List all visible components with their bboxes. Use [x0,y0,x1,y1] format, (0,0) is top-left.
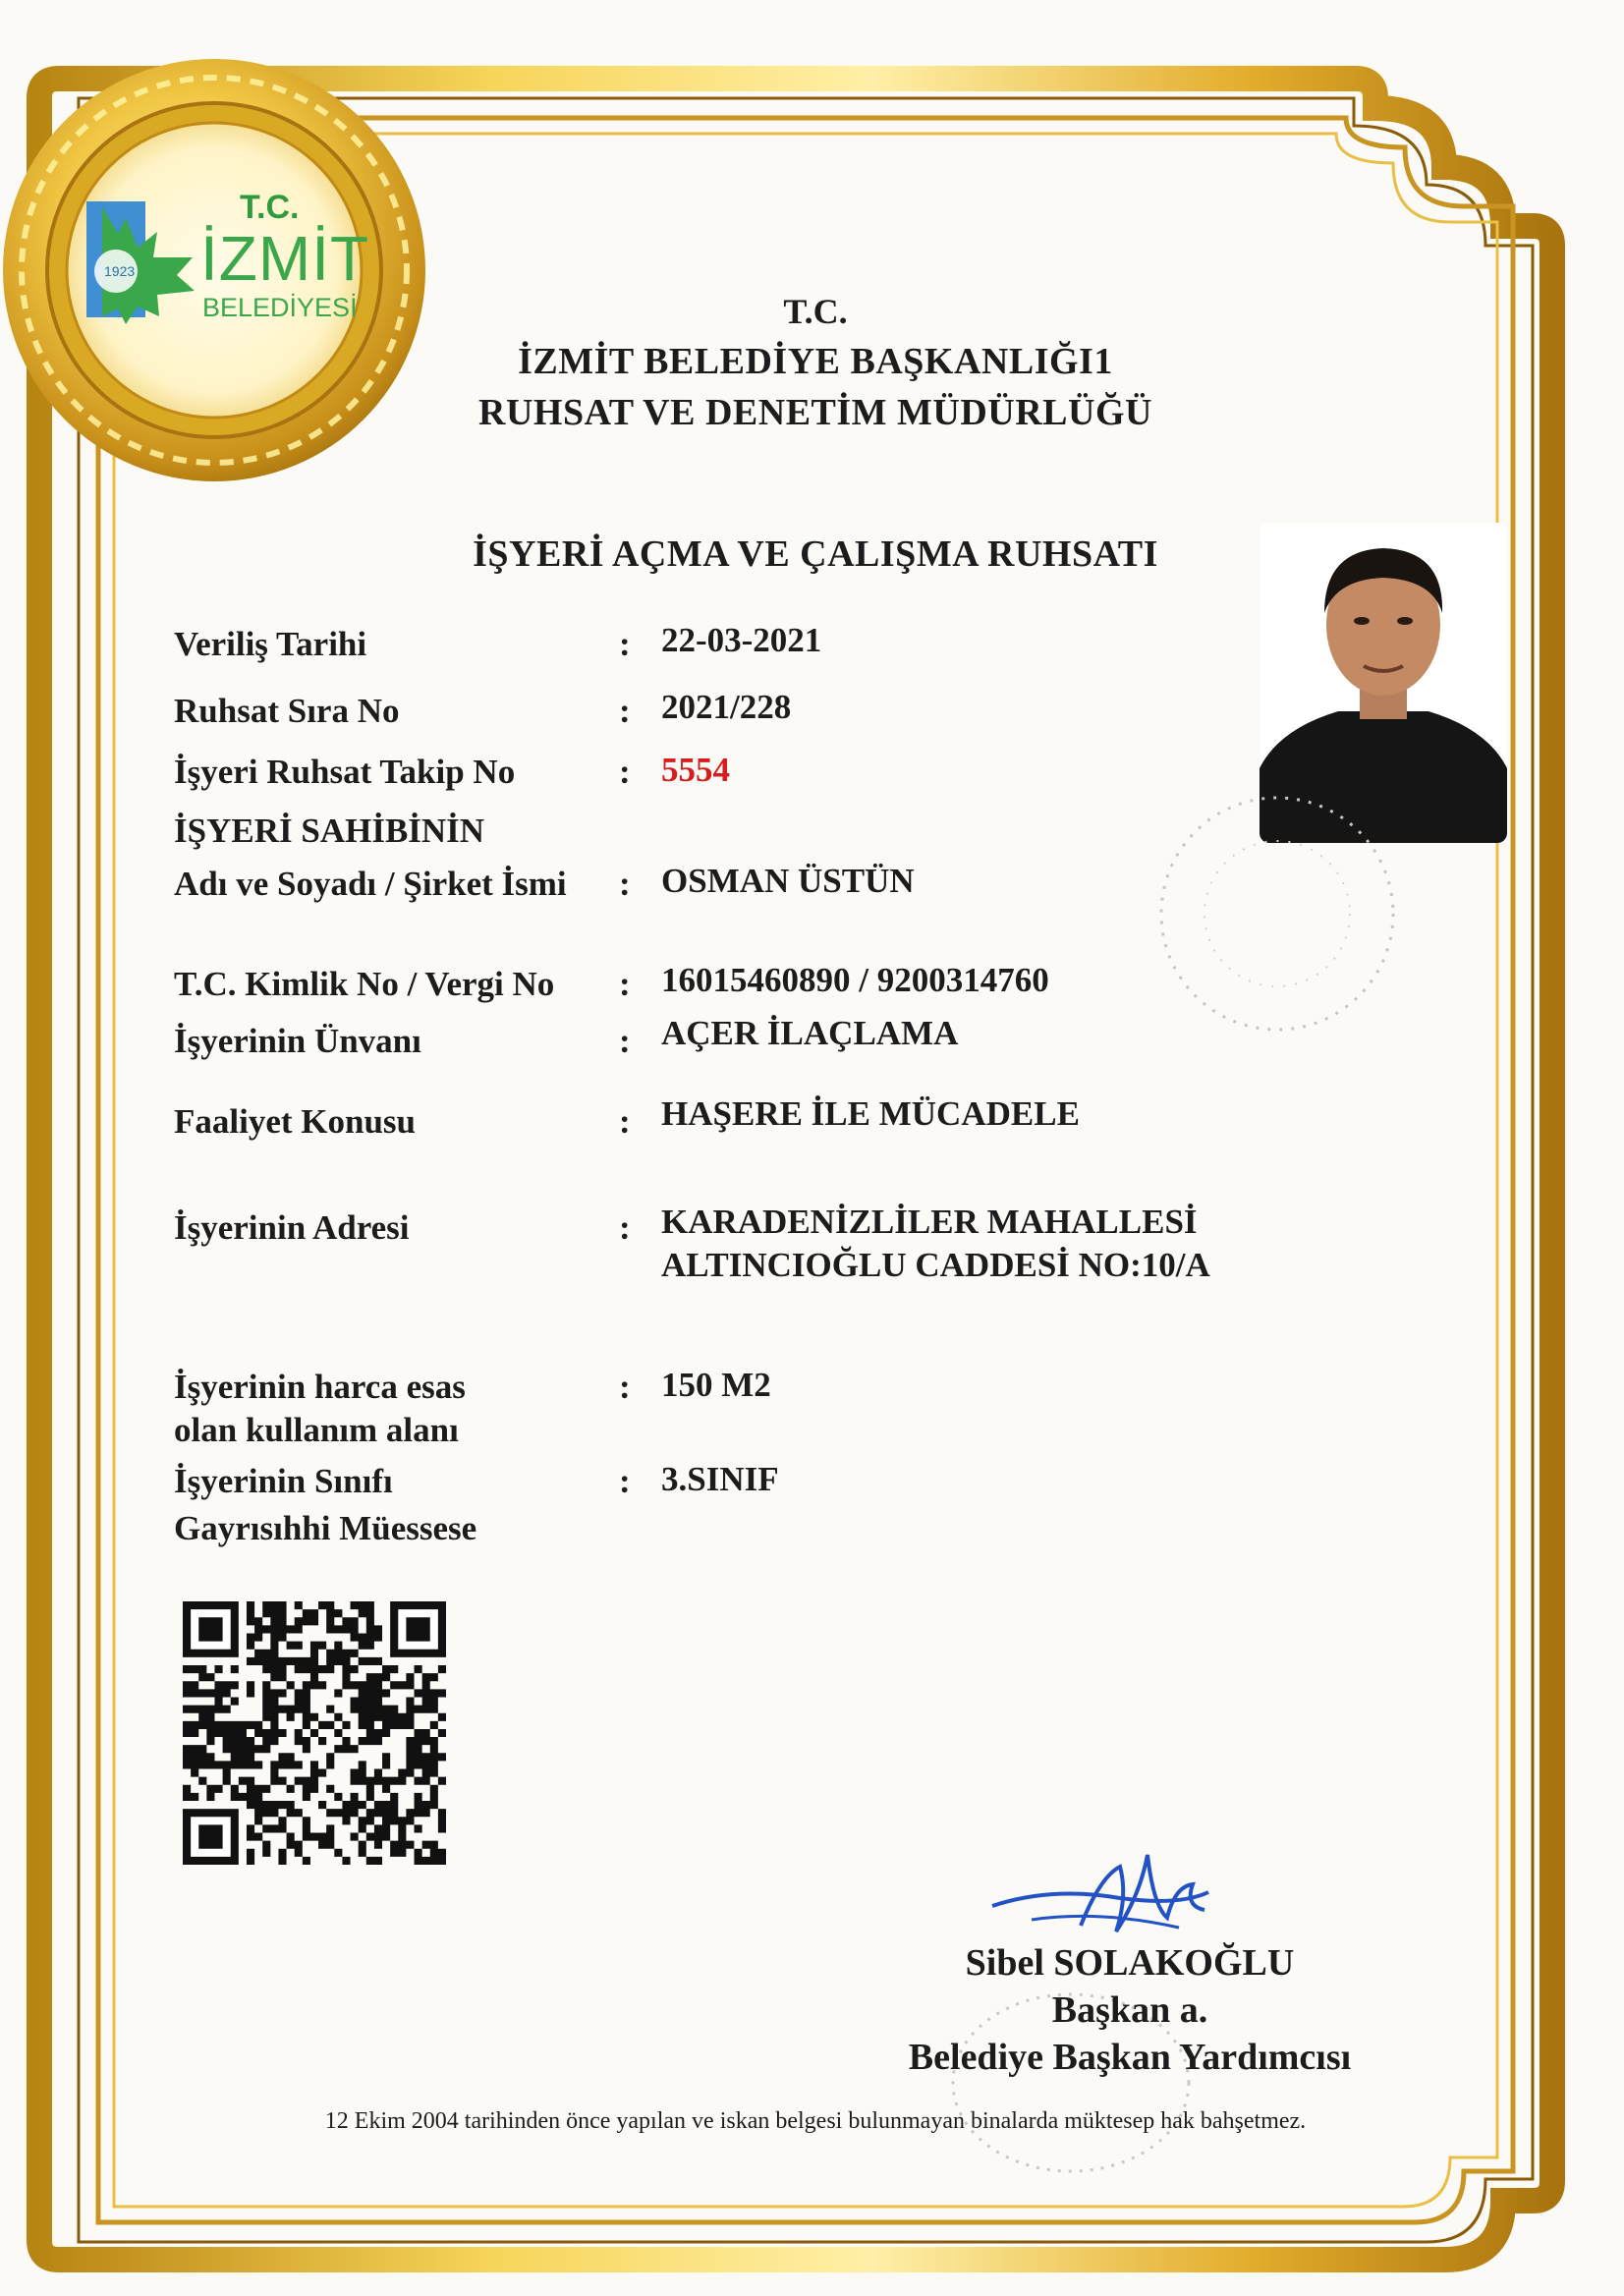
kimlik-no-colon: : [619,965,631,1003]
adi-soyadi-value: OSMAN ÜSTÜN [661,862,915,900]
kullanim-alani-label-line1: İşyerinin harca esas [174,1368,466,1406]
takip-no-label: İşyeri Ruhsat Takip No [174,753,516,791]
seal-city-text: İZMİT [200,223,370,294]
sinif-label-line1: İşyerinin Sınıfı [174,1462,393,1500]
kullanim-alani-colon: : [619,1368,631,1406]
takip-no-colon: : [619,753,631,791]
sinif-label-line2: Gayrısıhhi Müessese [174,1509,477,1547]
adi-soyadi-label: Adı ve Soyadı / Şirket İsmi [174,865,567,903]
adres-colon: : [619,1208,631,1247]
sinif-value: 3.SINIF [661,1460,779,1498]
kullanim-alani-label-line2: olan kullanım alanı [174,1411,459,1449]
verilis-tarihi-value: 22-03-2021 [661,621,822,659]
verilis-tarihi-label: Veriliş Tarihi [174,625,367,663]
seal-tc-text: T.C. [240,189,300,226]
faaliyet-colon: : [619,1102,631,1141]
unvan-value: AÇER İLAÇLAMA [661,1014,959,1052]
takip-no-value: 5554 [661,751,730,789]
unvan-label: İşyerinin Ünvanı [174,1022,421,1060]
adres-value-line1: KARADENİZLİLER MAHALLESİ [661,1203,1198,1241]
ruhsat-sira-no-label: Ruhsat Sıra No [174,692,400,730]
signatory-name: Sibel SOLAKOĞLU [965,1942,1295,1984]
ruhsat-sira-no-colon: : [619,692,631,730]
header-municipality: İZMİT BELEDİYE BAŞKANLIĞI1 [518,341,1113,382]
header-tc: T.C. [783,292,848,331]
adres-label: İşyerinin Adresi [174,1208,410,1247]
header-directorate: RUHSAT VE DENETİM MÜDÜRLÜĞÜ [478,392,1152,433]
faint-stamp-icon [1130,776,1425,1051]
adres-value-line2: ALTINCIOĞLU CADDESİ NO:10/A [661,1246,1210,1284]
adi-soyadi-colon: : [619,865,631,903]
seal-belediyesi-text: BELEDİYESİ [202,293,358,322]
unvan-colon: : [619,1022,631,1060]
signatory-role: Başkan a. [1051,1989,1208,2031]
document-title: İŞYERİ AÇMA VE ÇALIŞMA RUHSATI [473,533,1158,575]
verilis-tarihi-colon: : [619,625,631,663]
ruhsat-sira-no-value: 2021/228 [661,688,792,726]
faaliyet-label: Faaliyet Konusu [174,1102,417,1141]
kullanim-alani-value: 150 M2 [661,1366,771,1404]
signatory-title: Belediye Başkan Yardımcısı [908,2037,1352,2078]
kimlik-no-label: T.C. Kimlik No / Vergi No [174,965,555,1003]
footnote: 12 Ekim 2004 tarihinden önce yapılan ve iskan belgesi bulunmayan binalarda müktesep hak bahşetmez. [324,2108,1307,2134]
qr-code-icon[interactable] [183,1601,446,1865]
faaliyet-value: HAŞERE İLE MÜCADELE [661,1094,1080,1133]
sahibinin-heading: İŞYERİ SAHİBİNİN [174,812,485,850]
sinif-colon: : [619,1462,631,1500]
kimlik-no-value: 16015460890 / 9200314760 [661,961,1049,999]
seal-year-text: 1923 [104,263,136,279]
